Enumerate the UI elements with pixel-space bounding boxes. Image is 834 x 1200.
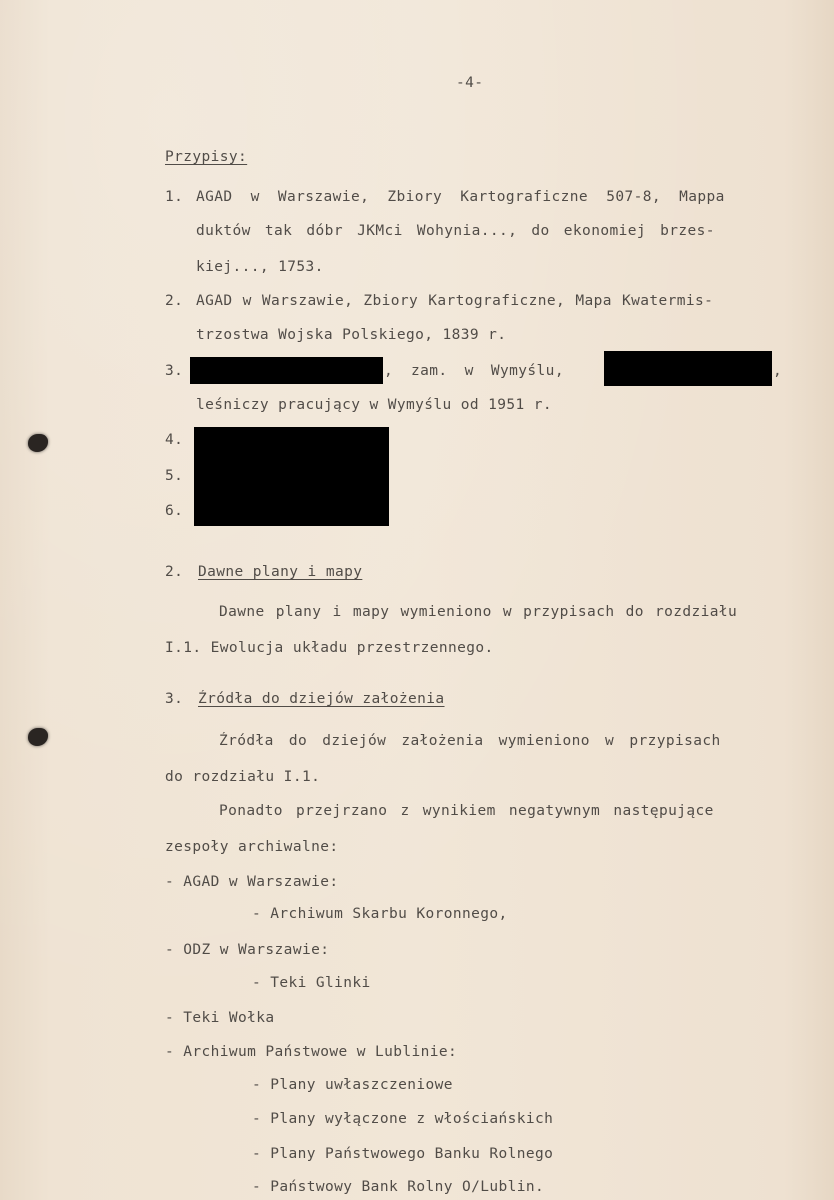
archive-list-item: - Archiwum Państwowe w Lublinie: — [165, 1044, 458, 1060]
footnote-3-number: 3. — [165, 363, 184, 379]
footnote-2-line-2: trzostwa Wojska Polskiego, 1839 r. — [196, 327, 507, 343]
archive-list-item: - Teki Glinki — [252, 975, 371, 991]
footnote-3-line-2: leśniczy pracujący w Wymyślu od 1951 r. — [196, 397, 553, 413]
footnote-3-comma-2: , — [773, 363, 783, 379]
section-2-paragraph-line-2: I.1. Ewolucja układu przestrzennego. — [165, 640, 494, 656]
punch-hole-top — [28, 434, 48, 452]
footnote-6-number: 6. — [165, 503, 184, 519]
redaction-address — [604, 351, 772, 386]
archive-list-item: - ODZ w Warszawie: — [165, 942, 330, 958]
footnote-1-line-1: AGAD w Warszawie, Zbiory Kartograficzne 507-8, Mappa — [196, 189, 725, 205]
section-2-paragraph-line-1: Dawne plany i mapy wymieniono w przypisach do rozdziału — [219, 604, 738, 620]
section-3-number: 3. — [165, 691, 184, 707]
footnote-2-number: 2. — [165, 293, 184, 309]
archive-list-item: - Plany wyłączone z włościańskich — [252, 1111, 554, 1127]
punch-hole-bottom — [28, 728, 48, 746]
redaction-name-1 — [190, 357, 383, 384]
footnote-3-comma-1: , — [384, 363, 394, 379]
section-3-heading: Źródła do dziejów założenia — [198, 691, 445, 707]
archive-list-item: - Archiwum Skarbu Koronnego, — [252, 906, 508, 922]
footnote-1-line-3: kiej..., 1753. — [196, 259, 324, 275]
archive-list-item: - Plany uwłaszczeniowe — [252, 1077, 453, 1093]
footnote-4-number: 4. — [165, 432, 184, 448]
archive-list-item: - Teki Wołka — [165, 1010, 275, 1026]
footnote-1-number: 1. — [165, 189, 184, 205]
section-2-number: 2. — [165, 564, 184, 580]
page-number: -4- — [456, 75, 484, 91]
archive-list-item: - AGAD w Warszawie: — [165, 874, 339, 890]
archive-list-item: - Państwowy Bank Rolny O/Lublin. — [252, 1179, 545, 1195]
section-3-paragraph-1-line-1: Źródła do dziejów założenia wymieniono w przypisach — [219, 733, 721, 749]
section-3-paragraph-2-line-2: zespoły archiwalne: — [165, 839, 339, 855]
footnote-1-line-2: duktów tak dóbr JKMci Wohynia..., do ekonomiej brzes- — [196, 223, 715, 239]
footnote-5-number: 5. — [165, 468, 184, 484]
section-3-paragraph-2-line-1: Ponadto przejrzano z wynikiem negatywnym następujące — [219, 803, 714, 819]
redaction-footnotes-4-6 — [194, 427, 389, 526]
section-3-paragraph-1-line-2: do rozdziału I.1. — [165, 769, 321, 785]
footnotes-heading: Przypisy: — [165, 149, 248, 165]
archive-list-item: - Plany Państwowego Banku Rolnego — [252, 1146, 554, 1162]
section-2-heading: Dawne plany i mapy — [198, 564, 363, 580]
footnote-3-middle: zam. w Wymyślu, — [411, 363, 564, 379]
footnote-2-line-1: AGAD w Warszawie, Zbiory Kartograficzne, Mapa Kwatermis- — [196, 293, 714, 309]
